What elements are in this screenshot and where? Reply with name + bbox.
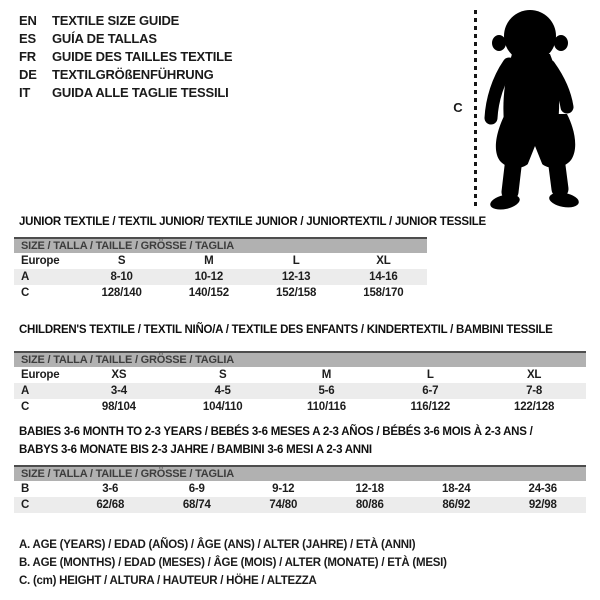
table-title-line: BABIES 3-6 MONTH TO 2-3 YEARS / BEBÉS 3-6 MESES A 2-3 AÑOS / BÉBÉS 3-6 MOIS À 2-3 ANS /: [19, 426, 533, 438]
language-row: [19, 66, 232, 84]
size-value: XL: [376, 255, 391, 267]
size-value: S: [117, 255, 126, 267]
size-value: 4-5: [214, 385, 231, 397]
language-title: GUIDE DES TAILLES TEXTILE: [52, 49, 233, 64]
size-value: 14-16: [369, 271, 398, 283]
table-row: [14, 481, 586, 497]
table-row: [14, 383, 586, 399]
height-measure-label: C: [453, 100, 463, 115]
size-value: 6-9: [188, 483, 205, 495]
language-code: IT: [19, 85, 31, 100]
toddler-silhouette: [483, 8, 588, 213]
table-title: [19, 213, 486, 231]
size-value: 3-4: [110, 385, 127, 397]
language-row: [19, 48, 232, 66]
table-title-line: BABYS 3-6 MONATE BIS 2-3 JAHRE / BAMBINI 3-6 MESI A 2-3 ANNI: [19, 444, 372, 456]
size-value: L: [292, 255, 300, 267]
table-title-line: CHILDREN'S TEXTILE / TEXTIL NIÑO/A / TEXTILE DES ENFANTS / KINDERTEXTIL / BAMBINI TESSILE: [19, 324, 553, 336]
size-value: 86/92: [442, 499, 471, 511]
height-dashed-line: [474, 10, 477, 206]
size-value: 5-6: [318, 385, 335, 397]
table-title: [19, 423, 533, 459]
legend-note: A. AGE (YEARS) / EDAD (AÑOS) / ÂGE (ANS) / ALTER (JAHRE) / ETÀ (ANNI): [19, 539, 416, 551]
size-value: M: [321, 369, 332, 381]
language-code: DE: [19, 67, 37, 82]
size-value: 8-10: [110, 271, 133, 283]
row-label: Europe: [21, 369, 60, 381]
silhouette-ear-right: [554, 35, 568, 51]
size-header-bar: SIZE / TALLA / TAILLE / GRÖSSE / TAGLIA: [14, 467, 586, 481]
size-value: 122/128: [514, 401, 555, 413]
size-value: 10-12: [194, 271, 224, 283]
language-title: GUÍA DE TALLAS: [52, 31, 157, 46]
size-value: 92/98: [528, 499, 557, 511]
size-value: 18-24: [442, 483, 471, 495]
size-value: 74/80: [269, 499, 298, 511]
table-row: [14, 497, 586, 513]
size-value: XS: [111, 369, 127, 381]
language-row: [19, 30, 232, 48]
size-value: 68/74: [182, 499, 211, 511]
size-value: 104/110: [202, 401, 243, 413]
language-title: TEXTILE SIZE GUIDE: [52, 13, 180, 28]
table-title-line: JUNIOR TEXTILE / TEXTIL JUNIOR/ TEXTILE JUNIOR / JUNIORTEXTIL / JUNIOR TESSILE: [19, 216, 486, 228]
table-title: [19, 321, 553, 339]
size-value: 24-36: [528, 483, 557, 495]
size-value: 80/86: [355, 499, 384, 511]
size-value: 158/170: [363, 287, 404, 299]
language-title-list: [19, 12, 232, 102]
size-value: M: [204, 255, 214, 267]
table-row: [14, 367, 586, 383]
size-value: 9-12: [272, 483, 295, 495]
size-header-bar: SIZE / TALLA / TAILLE / GRÖSSE / TAGLIA: [14, 239, 427, 253]
size-value: 152/158: [276, 287, 317, 299]
size-value: 7-8: [526, 385, 543, 397]
language-row: [19, 84, 232, 102]
language-title: GUIDA ALLE TAGLIE TESSILI: [52, 85, 229, 100]
table-row: [14, 285, 427, 301]
size-table: [14, 351, 586, 415]
table-row: [14, 399, 586, 415]
language-code: FR: [19, 49, 36, 64]
size-value: 128/140: [101, 287, 142, 299]
row-label: B: [21, 483, 30, 495]
size-value: 110/116: [307, 401, 346, 413]
size-header-bar: SIZE / TALLA / TAILLE / GRÖSSE / TAGLIA: [14, 353, 586, 367]
silhouette-ear-left: [492, 35, 506, 51]
size-value: 12-13: [281, 271, 311, 283]
size-value: L: [426, 369, 434, 381]
row-label: C: [21, 287, 30, 299]
size-table: [14, 465, 586, 513]
row-label: A: [21, 271, 30, 283]
row-label: A: [21, 385, 30, 397]
size-value: S: [218, 369, 227, 381]
size-value: 6-7: [422, 385, 439, 397]
size-value: XL: [526, 369, 542, 381]
row-label: C: [21, 499, 30, 511]
legend-note: B. AGE (MONTHS) / EDAD (MESES) / ÂGE (MOIS) / ALTER (MONATE) / ETÀ (MESI): [19, 557, 447, 569]
language-code: EN: [19, 13, 37, 28]
silhouette-leg-left: [510, 158, 514, 192]
row-label: Europe: [21, 255, 60, 267]
silhouette-leg-right: [556, 158, 560, 189]
language-title: TEXTILGRÖßENFÜHRUNG: [52, 67, 214, 82]
legend-notes: [19, 536, 447, 590]
row-label: C: [21, 401, 30, 413]
language-code: ES: [19, 31, 36, 46]
size-table: [14, 237, 427, 301]
size-value: 140/152: [188, 287, 229, 299]
table-row: [14, 269, 427, 285]
size-value: 62/68: [96, 499, 125, 511]
table-row: [14, 253, 427, 269]
legend-note: C. (cm) HEIGHT / ALTURA / HAUTEUR / HÖHE / ALTEZZA: [19, 575, 317, 587]
size-value: 116/122: [410, 401, 451, 413]
size-value: 98/104: [101, 401, 136, 413]
size-value: 3-6: [102, 483, 119, 495]
language-row: [19, 12, 232, 30]
size-value: 12-18: [355, 483, 384, 495]
